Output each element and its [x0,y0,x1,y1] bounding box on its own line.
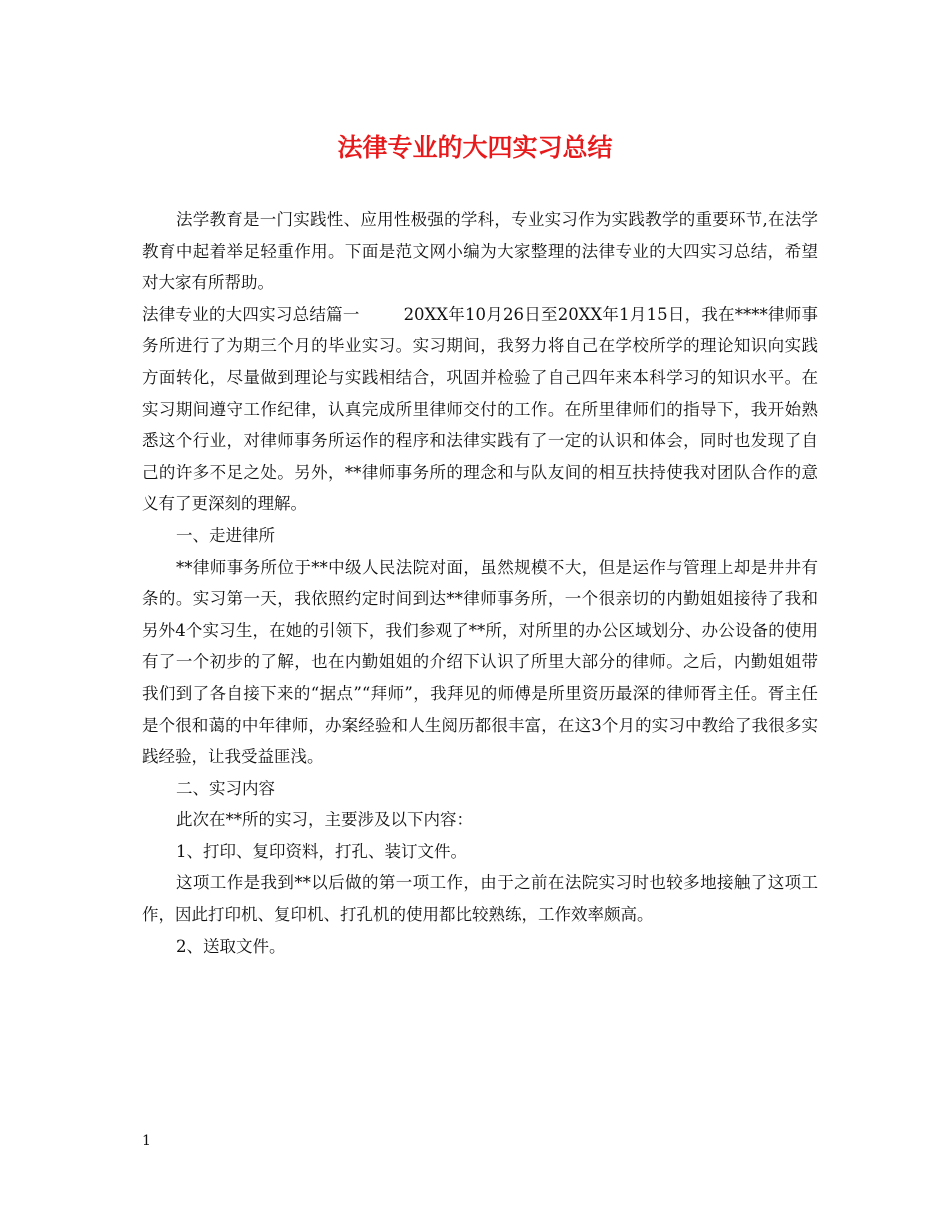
section1-heading: 一、走进律所 [176,525,275,545]
section2-intro: 此次在**所的实习，主要涉及以下内容： [176,810,473,830]
article-paragraph [142,299,818,520]
item2-heading: 2、送取文件。 [176,936,286,956]
item1-paragraph: 这项工作是我到**以后做的第一项工作，由于之前在法院实习时也较多地接触了这项工作，因此打印机、复印机、打孔机的使用都比较熟练，工作效率颇高。 [142,873,818,925]
document-body [142,204,818,962]
page-number: 1 [142,1133,151,1149]
section2-heading: 二、实习内容 [176,778,275,798]
item1-heading: 1、打印、复印资料，打孔、装订文件。 [176,841,467,861]
intro-paragraph: 法学教育是一门实践性、应用性极强的学科，专业实习作为实践教学的重要环节,在法学教育中起着举足轻重作用。下面是范文网小编为大家整理的法律专业的大四实习总结，希望对大家有所帮助。 [142,210,818,293]
article-heading: 法律专业的大四实习总结篇一 [142,304,360,324]
section1-paragraph: **律师事务所位于**中级人民法院对面，虽然规模不大，但是运作与管理上却是井井有条的。实习第一天，我依照约定时间到达**律师事务所，一个很亲切的内勤姐姐接待了我和另外4个实习生，在她的引领下，我们参观了**所，对所里的办公区域划分、办公设备的使用有了一个初步的了解，也在内勤姐姐的介绍下认识了所里大部分的律师。之后，内勤姐姐带我们到了各自接下来的“据点”“拜师”，我拜见的师傅是所里资历最深的律师胥主任。胥主任是个很和蔼的中年律师，办案经验和人生阅历都很丰富，在这3个月的实习中教给了我很多实践经验，让我受益匪浅。 [142,557,818,767]
document-title: 法律专业的大四实习总结 [337,133,613,162]
article-first-text: 20XX年10月26日至20XX年1月15日，我在****律师事务所进行了为期三个月的毕业实习。实习期间，我努力将自己在学校所学的理论知识向实践方面转化，尽量做到理论与实践相结合，巩固并检验了自己四年来本科学习的知识水平。在实习期间遵守工作纪律，认真完成所里律师交付的工作。在所里律师们的指导下，我开始熟悉这个行业，对律师事务所运作的程序和法律实践有了一定的认识和体会，同时也发现了自己的许多不足之处。另外，**律师事务所的理念和与队友间的相互扶持使我对团队合作的意义有了更深刻的理解。 [142,304,818,514]
